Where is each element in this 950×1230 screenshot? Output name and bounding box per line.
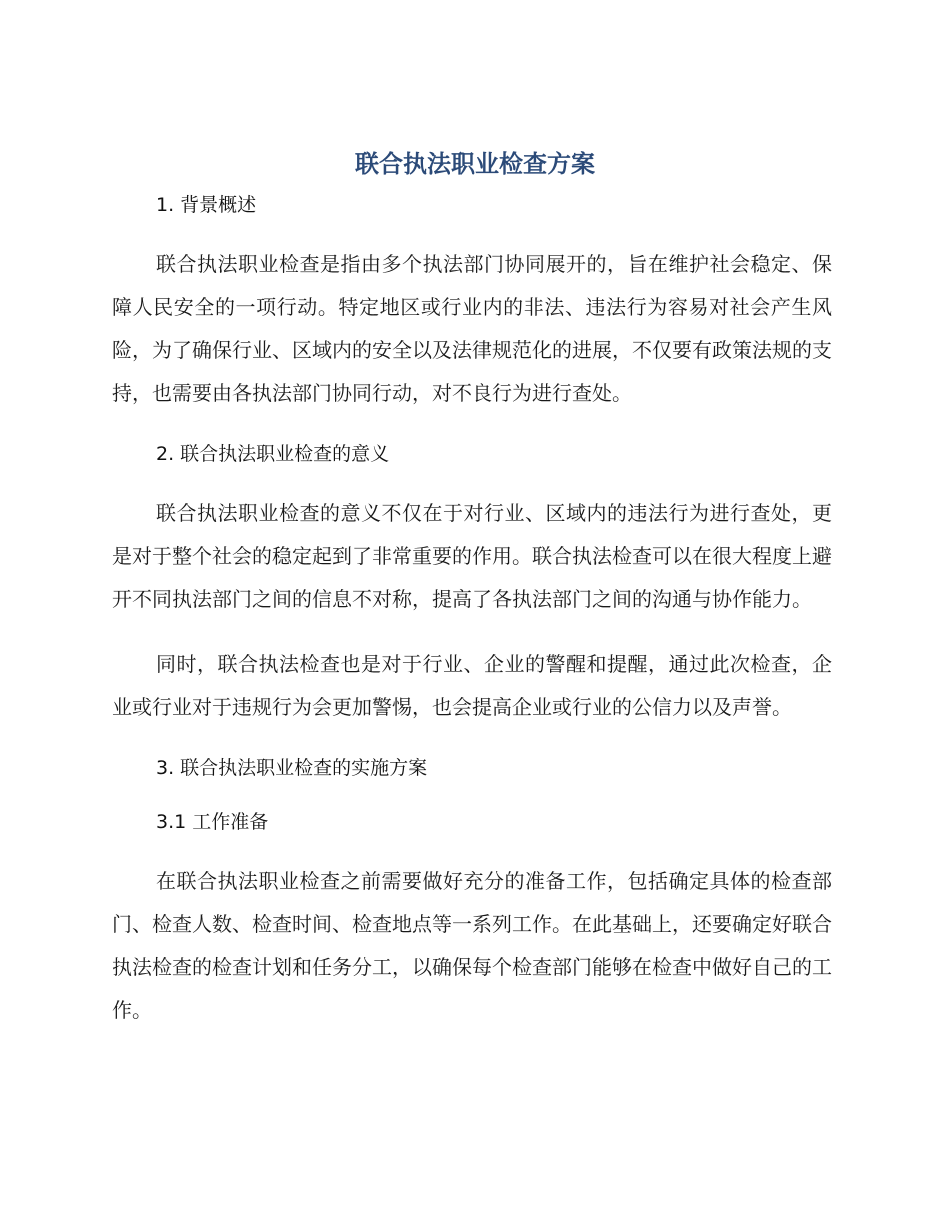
document-body <box>112 189 832 1032</box>
section-heading-implementation: 3. 联合执法职业检查的实施方案 <box>156 757 428 779</box>
paragraph-significance-2: 同时，联合执法检查也是对于行业、企业的警醒和提醒，通过此次检查，企业或行业对于违规行为会更加警惕，也会提高企业或行业的公信力以及声誉。 <box>112 652 832 719</box>
paragraph-background: 联合执法职业检查是指由多个执法部门协同展开的，旨在维护社会稳定、保障人民安全的一项行动。特定地区或行业内的非法、违法行为容易对社会产生风险，为了确保行业、区域内的安全以及法律规范化的进展，不仅要有政策法规的支持，也需要由各执法部门协同行动，对不良行为进行查处。 <box>112 252 832 405</box>
document-title: 联合执法职业检查方案 <box>355 150 595 178</box>
paragraph-significance-1: 联合执法职业检查的意义不仅在于对行业、区域内的违法行为进行查处，更是对于整个社会的稳定起到了非常重要的作用。联合执法检查可以在很大程度上避开不同执法部门之间的信息不对称，提高了各执法部门之间的沟通与协作能力。 <box>112 501 832 611</box>
section-heading-background: 1. 背景概述 <box>156 194 257 216</box>
section-heading-significance: 2. 联合执法职业检查的意义 <box>156 443 390 465</box>
paragraph-preparation: 在联合执法职业检查之前需要做好充分的准备工作，包括确定具体的检查部门、检查人数、检查时间、检查地点等一系列工作。在此基础上，还要确定好联合执法检查的检查计划和任务分工，以确保每个检查部门能够在检查中做好自己的工作。 <box>112 869 832 1022</box>
subsection-heading-preparation: 3.1 工作准备 <box>156 811 269 833</box>
